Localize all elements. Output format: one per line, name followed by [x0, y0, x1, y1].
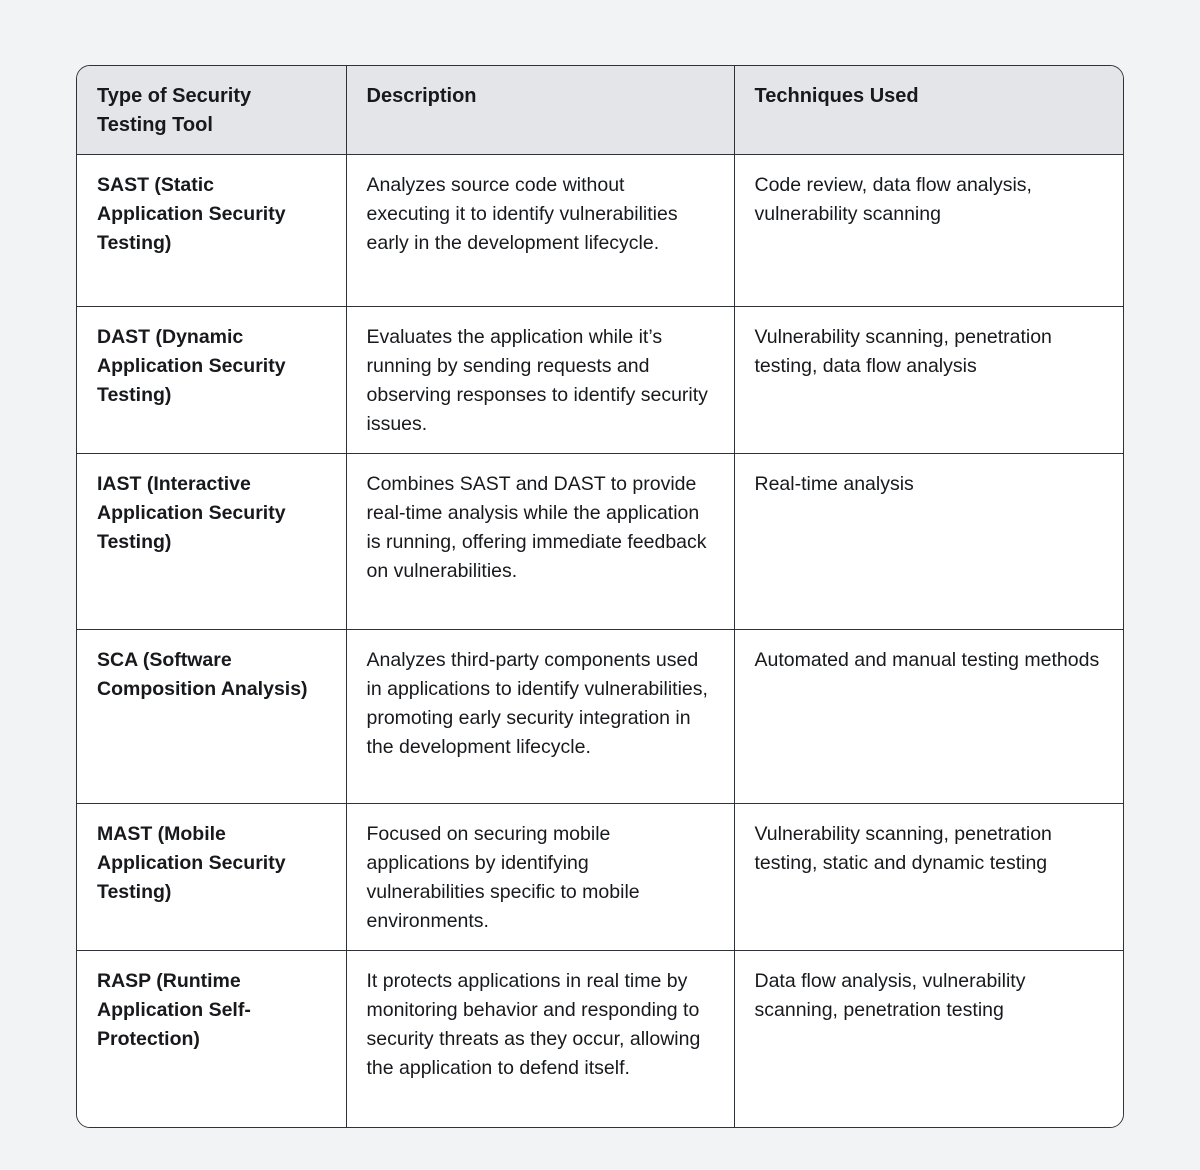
- tool-name-cell: IAST (Interactive Application Security Testing): [77, 454, 346, 630]
- description-cell: Analyzes third-party components used in applications to identify vulnerabilities, promoting early security integration in the development lifecycle.: [346, 630, 734, 804]
- tool-name-cell: MAST (Mobile Application Security Testing): [77, 804, 346, 951]
- column-header-tool-type: Type of Security Testing Tool: [77, 66, 346, 155]
- column-header-techniques: Techniques Used: [734, 66, 1124, 155]
- techniques-cell: Code review, data flow analysis, vulnerability scanning: [734, 155, 1124, 307]
- tool-name-cell: SCA (Software Composition Analysis): [77, 630, 346, 804]
- tool-name-cell: DAST (Dynamic Application Security Testing): [77, 307, 346, 454]
- description-cell: It protects applications in real time by monitoring behavior and responding to security threats as they occur, allowing the application to defend itself.: [346, 951, 734, 1127]
- security-testing-table: [76, 65, 1124, 1128]
- table-header: [77, 66, 1124, 155]
- techniques-cell: Automated and manual testing methods: [734, 630, 1124, 804]
- table-row: [77, 155, 1124, 307]
- tool-name-cell: SAST (Static Application Security Testing): [77, 155, 346, 307]
- table-body: [77, 155, 1124, 1127]
- table-row: [77, 804, 1124, 951]
- techniques-cell: Vulnerability scanning, penetration testing, data flow analysis: [734, 307, 1124, 454]
- security-testing-table-grid: [77, 66, 1124, 1127]
- description-cell: Focused on securing mobile applications by identifying vulnerabilities specific to mobile environments.: [346, 804, 734, 951]
- description-cell: Evaluates the application while it’s running by sending requests and observing responses to identify security issues.: [346, 307, 734, 454]
- tool-name-cell: RASP (Runtime Application Self-Protection): [77, 951, 346, 1127]
- table-row: [77, 454, 1124, 630]
- description-cell: Analyzes source code without executing it to identify vulnerabilities early in the development lifecycle.: [346, 155, 734, 307]
- techniques-cell: Data flow analysis, vulnerability scanning, penetration testing: [734, 951, 1124, 1127]
- table-row: [77, 307, 1124, 454]
- description-cell: Combines SAST and DAST to provide real-time analysis while the application is running, offering immediate feedback on vulnerabilities.: [346, 454, 734, 630]
- column-header-description: Description: [346, 66, 734, 155]
- table-header-row: [77, 66, 1124, 155]
- table-row: [77, 630, 1124, 804]
- table-row: [77, 951, 1124, 1127]
- techniques-cell: Real-time analysis: [734, 454, 1124, 630]
- techniques-cell: Vulnerability scanning, penetration testing, static and dynamic testing: [734, 804, 1124, 951]
